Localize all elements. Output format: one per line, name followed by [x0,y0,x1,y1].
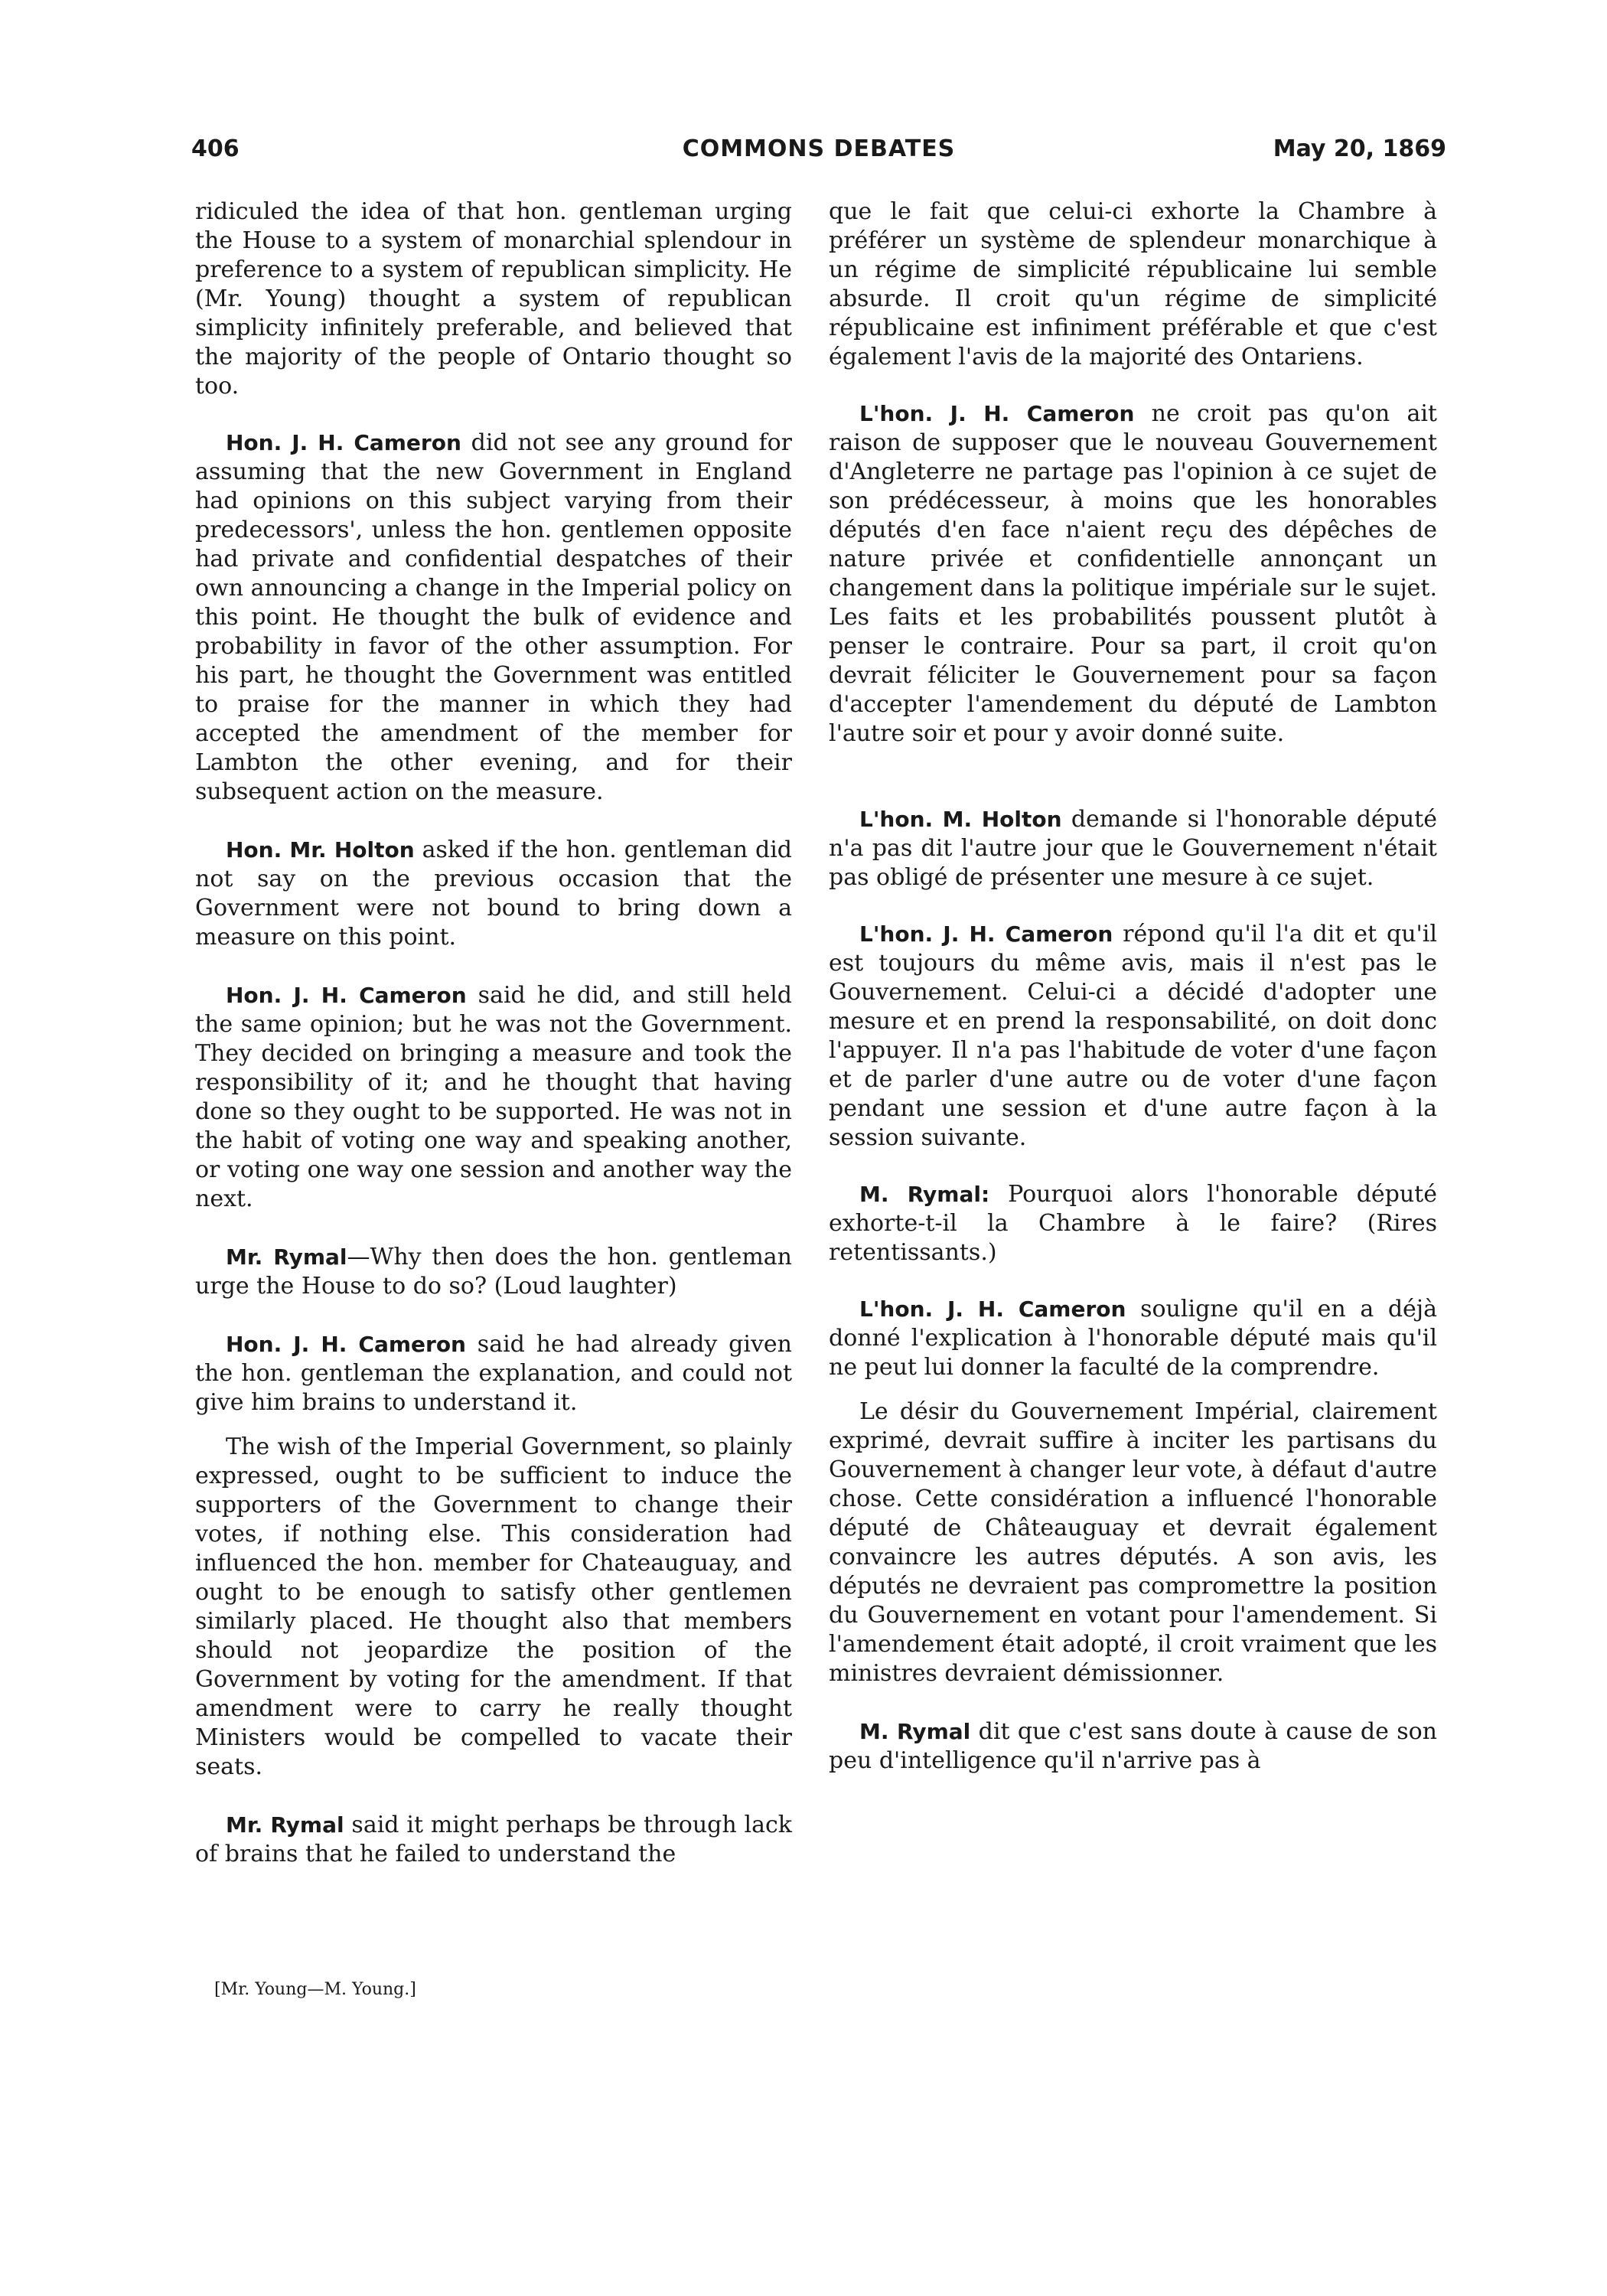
speech-text: Pourquoi alors l'honorable député exhorte-t-il la Chambre à le faire? (Rires retentissants.) [829,1181,1437,1266]
page-date: May 20, 1869 [1273,135,1446,162]
speech-text: asked if the hon. gentleman did not say on the previous occasion that the Government were not bound to bring down a measure on this point. [195,837,793,951]
speaker-name: Hon. J. H. Cameron [226,430,461,455]
speaker-name: L'hon. J. H. Cameron [859,921,1113,947]
publication-title: COMMONS DEBATES [682,135,956,162]
speech-text: said he had already given the hon. gentleman the explanation, and could not give him brains to understand it. [195,1331,793,1416]
speaker-name: L'hon. J. H. Cameron [859,1296,1126,1322]
paragraph [829,1717,1437,1776]
speaker-name: M. Rymal [859,1719,971,1744]
paragraph [195,1330,792,1417]
speech-text: souligne qu'il en a déjà donné l'explication à l'honorable député mais qu'il ne peut lui donner la faculté de la comprendre. [829,1296,1437,1381]
page-header [191,130,1446,168]
paragraph [829,805,1437,892]
speech-text: —Why then does the hon. gentleman urge the House to do so? (Loud laughter) [195,1244,792,1300]
speech-text: demande si l'honorable député n'a pas dit l'autre jour que le Gouvernement n'était pas obligé de présenter une mesure à ce sujet. [829,806,1437,891]
paragraph [195,429,792,807]
speaker-name: Hon. Mr. Holton [226,837,415,863]
page-number: 406 [191,135,240,162]
paragraph [829,400,1437,748]
speech-text: répond qu'il l'a dit et qu'il est toujours du même avis, mais il n'est pas le Gouvernement. Celui-ci a décidé d'adopter une mesure et en prend la responsabilité, on doit donc l'appuyer. Il n'a pas l'habitude de voter d'une façon et de parler d'une autre ou de voter d'une façon pendant une session et d'une autre façon à la session suivante. [829,921,1437,1151]
speaker-name: Mr. Rymal [226,1244,347,1270]
speech-text: said it might perhaps be through lack of brains that he failed to understand the [195,1812,792,1867]
speaker-name: M. Rymal: [859,1182,990,1207]
page-footnote: [Mr. Young—M. Young.] [214,1980,416,1999]
paragraph [829,920,1437,1153]
paragraph [829,1180,1437,1267]
speech-text: ne croit pas qu'on ait raison de supposer que le nouveau Gouvernement d'Angleterre ne partage pas l'opinion à ce sujet de son prédécesseur, à moins que les honorables députés d'en face n'aient reçu des dépêches de nature privée et confidentielle annonçant un changement dans la politique impériale sur le sujet. Les faits et les probabilités poussent plutôt à penser le contraire. Pour sa part, il croit qu'on devrait féliciter le Gouvernement pour sa façon d'accepter l'amendement du député de Lambton l'autre soir et pour y avoir donné suite. [829,400,1437,747]
paragraph [195,981,792,1214]
english-column [195,197,792,1869]
speech-text: said he did, and still held the same opinion; but he was not the Government. They decided on bringing a measure and took the responsibility of it; and he thought that having done so they ought to be supported. He was not in the habit of voting one way and speaking another, or voting one way one session and another way the next. [195,982,792,1212]
speaker-name: Mr. Rymal [226,1812,344,1838]
paragraph [829,197,1437,372]
paragraph [195,197,792,401]
speech-text: dit que c'est sans doute à cause de son peu d'intelligence qu'il n'arrive pas à [829,1718,1437,1774]
speech-text: que le fait que celui-ci exhorte la Chambre à préférer un système de splendeur monarchique à un régime de simplicité républicaine lui semble absurde. Il croit qu'un régime de simplicité républicaine est infiniment préférable et que c'est également l'avis de la majorité des Ontariens. [829,198,1437,370]
speaker-name: L'hon. M. Holton [859,807,1062,832]
speaker-name: Hon. J. H. Cameron [226,983,467,1008]
paragraph [195,836,792,952]
speech-text: did not see any ground for assuming that the new Government in England had opinions on this subject varying from their predecessors', unless the hon. gentlemen opposite had private and confidential despatches of their own announcing a change in the Imperial policy on this point. He thought the bulk of evidence and probability in favor of the other assumption. For his part, he thought the Government was entitled to praise for the manner in which they had accepted the amendment of the member for Lambton the other evening, and for their subsequent action on the measure. [195,429,792,805]
paragraph [195,1243,792,1301]
paragraph [829,1397,1437,1688]
speaker-name: L'hon. J. H. Cameron [859,401,1135,426]
speech-text: ridiculed the idea of that hon. gentleman urging the House to a system of monarchial splendour in preference to a system of republican simplicity. He (Mr. Young) thought a system of republican simplicity infinitely preferable, and believed that the majority of the people of Ontario thought so too. [195,198,792,400]
speech-text: The wish of the Imperial Government, so plainly expressed, ought to be sufficient to induce the supporters of the Government to change their votes, if nothing else. This consideration had influenced the hon. member for Chateauguay, and ought to be enough to satisfy other gentlemen similarly placed. He thought also that members should not jeopardize the position of the Government by voting for the amendment. If that amendment were to carry he really thought Ministers would be compelled to vacate their seats. [195,1433,792,1780]
speaker-name: Hon. J. H. Cameron [226,1332,466,1357]
paragraph [195,1811,792,1869]
paragraph [195,1433,792,1782]
paragraph [829,1295,1437,1382]
french-column [829,197,1437,1776]
speech-text: Le désir du Gouvernement Impérial, clairement exprimé, devrait suffire à inciter les partisans du Gouvernement à changer leur vote, à défaut d'autre chose. Cette considération a influencé l'honorable député de Châteauguay et devrait également convaincre les autres députés. A son avis, les députés ne devraient pas compromettre la position du Gouvernement en votant pour l'amendement. Si l'amendement était adopté, il croit vraiment que les ministres devraient démissionner. [829,1398,1437,1687]
